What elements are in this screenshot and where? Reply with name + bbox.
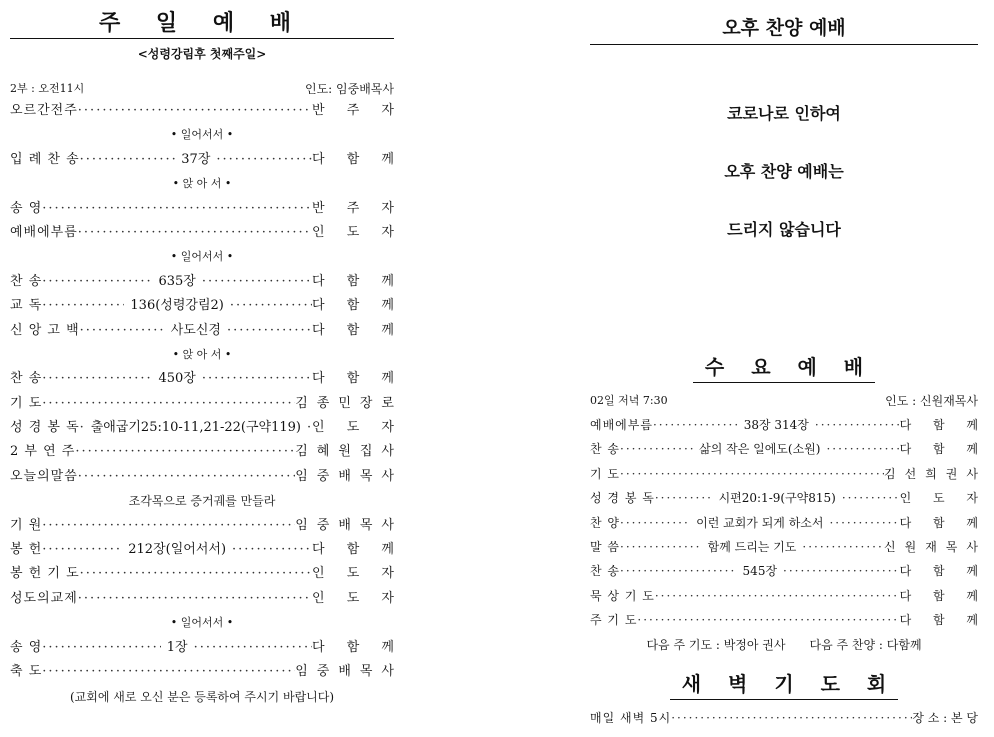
order-item-detail: 사도신경 (170, 322, 221, 338)
order-row (10, 319, 403, 343)
leader-dots (829, 511, 899, 535)
order-item-name: 봉 헌 (10, 542, 43, 558)
sunday-leader: 인도: 임중배목사 (304, 82, 394, 96)
leader-dots (230, 294, 312, 318)
afternoon-wed-column (590, 0, 987, 730)
order-item-person: 인 도 자 (899, 491, 987, 506)
leader-dots (42, 392, 295, 416)
leader-dots (80, 148, 176, 172)
wednesday-order-list (590, 413, 987, 633)
order-item-detail: 삶의 작은 일에도(소원) (699, 442, 821, 457)
order-item-person: 신원재목사 (884, 539, 987, 554)
dawn-prayer-row (590, 706, 978, 730)
order-row (10, 221, 403, 245)
notice-line-1: 코로나로 인하여 (727, 104, 841, 123)
leader-dots (637, 608, 899, 632)
order-row (590, 462, 987, 486)
dawn-prayer-heading (590, 669, 978, 700)
leader-dots (42, 636, 160, 660)
sunday-subtitle: <성령강림후 첫째주일> (137, 47, 267, 61)
order-item-name: 2 부 연 주 (10, 444, 76, 460)
leader-dots (802, 535, 884, 559)
next-week-info (590, 633, 978, 657)
posture-cue: • 일어서서 • (170, 250, 234, 264)
order-item-person: 김혜원집사 (295, 444, 403, 460)
leader-dots (42, 270, 152, 294)
order-item-person: 다 함 께 (899, 442, 987, 457)
leader-dots (620, 511, 690, 535)
order-item-person: 인 도 자 (312, 224, 403, 240)
leader-dots (232, 538, 312, 562)
leader-dots (202, 270, 312, 294)
leader-dots (194, 636, 312, 660)
order-row (10, 538, 403, 562)
leader-dots (42, 294, 124, 318)
notice-line-2: 오후 찬양 예배는 (724, 162, 844, 181)
notice-line-3: 드리지 않습니다 (727, 220, 841, 239)
posture-cue: • 일어서서 • (170, 128, 234, 142)
leader-dots (620, 437, 693, 461)
order-row (10, 636, 403, 660)
order-item-detail: 이런 교회가 되게 하소서 (696, 515, 824, 530)
leader-dots (42, 367, 152, 391)
order-item-detail: 시편20:1-9(구약815) (718, 491, 836, 506)
order-item-name: 입 례 찬 송 (10, 151, 80, 167)
order-row (10, 416, 403, 440)
order-row (10, 562, 403, 586)
leader-dots (42, 514, 295, 538)
sunday-part-info (10, 79, 394, 99)
leader-dots (78, 99, 312, 123)
leader-dots (80, 319, 165, 343)
dawn-prayer-time: 매일 새벽 5시 (590, 710, 672, 725)
order-item-person: 다 함 께 (312, 542, 403, 558)
order-item-name: 찬 송 (590, 564, 620, 579)
sunday-worship-column (10, 0, 403, 710)
order-item-name: 기 도 (10, 395, 43, 411)
leader-dots (815, 413, 900, 437)
order-item-name: 찬 송 (10, 371, 43, 387)
leader-dots (202, 367, 312, 391)
order-item-name: 성도의교제 (10, 590, 78, 606)
order-item-name: 말 씀 (590, 539, 620, 554)
order-item-detail: 37장 (181, 151, 211, 167)
order-row (10, 465, 403, 489)
order-item-detail: 함께 드리는 기도 (707, 539, 797, 554)
order-item-person: 반 주 자 (312, 103, 403, 118)
order-item-name: 묵 상 기 도 (590, 588, 655, 603)
order-row (10, 197, 403, 221)
sunday-worship-title: 주 일 예 배 (10, 8, 394, 39)
order-item-name: 성 경 봉 독 (10, 420, 80, 436)
leader-dots (671, 706, 912, 730)
order-item-name: 신 앙 고 백 (10, 322, 80, 338)
order-row (590, 535, 987, 559)
next-week-prayer: 다음 주 기도 : 박정아 권사 (646, 637, 786, 652)
order-item-person: 다 함 께 (899, 418, 987, 432)
spacer (590, 657, 978, 669)
afternoon-worship-title: 오후 찬양 예배 (590, 12, 978, 45)
order-item-person: 다 함 께 (899, 588, 987, 603)
order-item-name: 주 기 도 (590, 613, 638, 628)
order-item-person: 반 주 자 (312, 200, 403, 216)
order-item-name: 예배에부름 (10, 224, 78, 240)
order-item-detail: 212장(일어서서) (128, 542, 227, 558)
wednesday-part-info (590, 389, 978, 413)
next-week-praise: 다음 주 찬양 : 다함께 (809, 637, 922, 652)
order-item-person: 다 함 께 (312, 273, 403, 289)
spacer (590, 45, 978, 85)
order-row (590, 511, 987, 535)
leader-dots (620, 535, 702, 559)
order-item-person: 다 함 께 (899, 515, 987, 530)
order-item-person: 다 함 께 (312, 322, 403, 338)
sunday-part-time: 2부 : 오전11시 (10, 82, 85, 95)
order-row (10, 270, 403, 294)
order-row (10, 514, 403, 538)
leader-dots (826, 437, 899, 461)
order-item-name: 기 도 (590, 466, 620, 481)
order-item-name: 찬 양 (590, 515, 620, 530)
order-row (590, 437, 987, 461)
order-row (10, 392, 403, 416)
order-item-name: 축 도 (10, 663, 43, 679)
order-row (10, 294, 403, 318)
order-row (590, 584, 987, 608)
order-item-name: 찬 송 (590, 442, 620, 457)
dawn-prayer-place: 장 소 : 본 당 (912, 710, 978, 725)
order-row (590, 559, 987, 583)
leader-dots (78, 587, 312, 611)
order-item-detail: 136(성령강림2) (130, 298, 224, 314)
order-row (590, 413, 987, 437)
order-item-person: 다 함 께 (312, 151, 403, 167)
order-row (10, 660, 403, 684)
order-item-person: 다 함 께 (899, 564, 987, 579)
order-item-detail: 635장 (158, 273, 196, 289)
wednesday-time: 02일 저녁 7:30 (590, 394, 668, 407)
leader-dots (42, 660, 295, 684)
order-item-person: 인 도 자 (312, 420, 403, 436)
order-row (590, 486, 987, 510)
order-item-name: 찬 송 (10, 273, 43, 289)
leader-dots (80, 562, 312, 586)
order-item-name: 봉 헌 기 도 (10, 566, 80, 582)
order-item-name: 오늘의말씀 (10, 468, 78, 484)
visitor-note: (교회에 새로 오신 분은 등록하여 주시기 바랍니다) (69, 690, 335, 705)
order-row (590, 608, 987, 632)
leader-dots (653, 413, 738, 437)
spacer (590, 259, 978, 352)
order-item-person: 임중배목사 (295, 468, 403, 484)
leader-dots (842, 486, 900, 510)
sunday-order-list (10, 99, 403, 684)
order-item-person: 인 도 자 (312, 590, 403, 606)
order-item-detail: 출애굽기25:10-11,21-22(구약119) (90, 420, 301, 436)
leader-dots (42, 197, 312, 221)
posture-cue: • 앉 아 서 • (172, 347, 232, 361)
order-item-person: 임중배목사 (295, 663, 403, 679)
order-item-person: 다 함 께 (312, 639, 403, 655)
order-item-name: 오르간전주 (10, 103, 78, 118)
leader-dots (227, 319, 312, 343)
leader-dots (783, 559, 900, 583)
order-item-name: 성 경 봉 독 (590, 491, 655, 506)
wednesday-leader: 인도 : 신원재목사 (885, 394, 978, 408)
order-item-name: 교 독 (10, 298, 43, 314)
order-item-name: 송 영 (10, 200, 43, 216)
order-item-person: 김선희권사 (884, 466, 987, 481)
order-item-detail: 545장 (742, 564, 778, 579)
leader-dots (78, 465, 295, 489)
order-item-person: 인 도 자 (312, 566, 403, 582)
wednesday-worship-heading (590, 352, 978, 383)
order-row (10, 148, 403, 172)
order-item-person: 김종민장로 (295, 395, 403, 411)
leader-dots (75, 440, 295, 464)
order-item-person: 다 함 께 (899, 613, 987, 628)
dawn-prayer-title: 새 벽 기 도 회 (670, 669, 898, 700)
order-item-person: 다 함 께 (312, 298, 403, 314)
order-item-name: 송 영 (10, 639, 43, 655)
order-item-detail: 38장 314장 (743, 418, 809, 432)
leader-dots (655, 486, 713, 510)
sermon-title: 조각목으로 증거궤를 만들라 (128, 494, 276, 509)
order-item-name: 예배에부름 (590, 418, 653, 432)
order-row (10, 99, 403, 123)
order-row (10, 367, 403, 391)
order-row (10, 440, 403, 464)
order-item-detail: 1장 (166, 639, 188, 655)
leader-dots (78, 221, 312, 245)
leader-dots (620, 462, 884, 486)
order-item-name: 기 원 (10, 517, 43, 533)
order-item-person: 다 함 께 (312, 371, 403, 387)
leader-dots (655, 584, 900, 608)
wednesday-worship-title: 수 요 예 배 (693, 352, 875, 383)
order-item-person: 임중배목사 (295, 517, 403, 533)
order-row (10, 587, 403, 611)
leader-dots (42, 538, 122, 562)
order-item-detail: 450장 (158, 371, 196, 387)
posture-cue: • 앉 아 서 • (172, 177, 232, 191)
leader-dots (620, 559, 737, 583)
posture-cue: • 일어서서 • (170, 616, 234, 630)
leader-dots (216, 148, 312, 172)
